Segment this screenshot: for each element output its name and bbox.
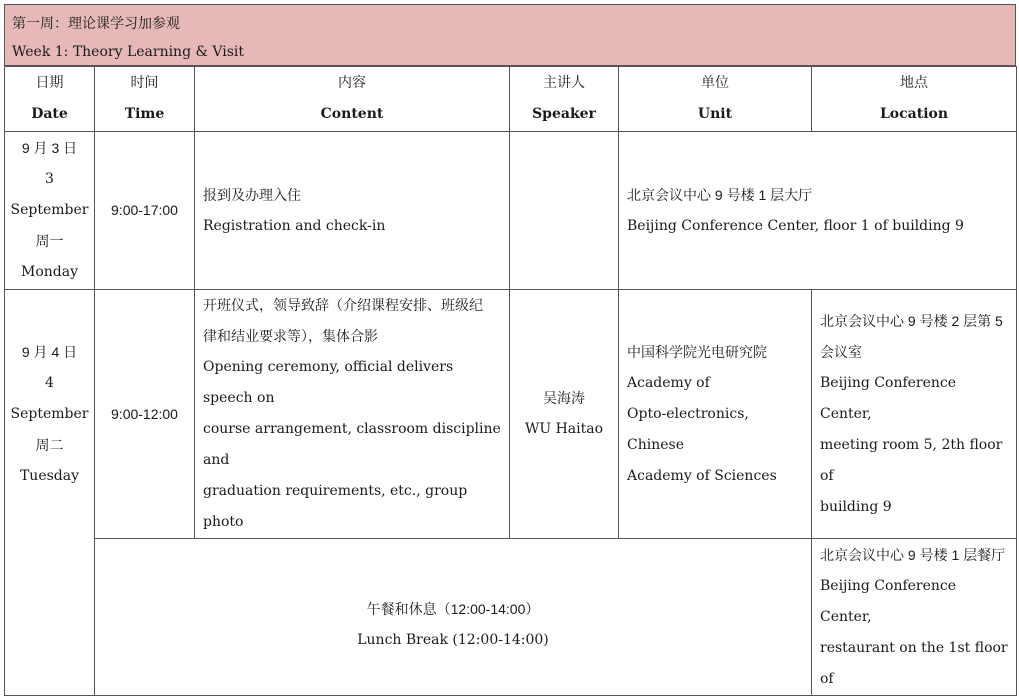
location-cell: 北京会议中心 9 号楼 1 层大厅 Beijing Conference Center, floor 1 of building 9 [619, 132, 1017, 290]
date-cell: 9 月 4 日 4 September 周二 Tuesday [5, 290, 95, 696]
unit-cell: 中国科学院光电研究院 Academy of Opto-electronics, Chinese Academy of Sciences [619, 290, 812, 539]
speaker-cell: 吴海涛 WU Haitao [510, 290, 619, 539]
time-cell: 9:00-17:00 [95, 132, 195, 290]
lunch-cell: 午餐和休息（12:00-14:00） Lunch Break (12:00-14:00) [95, 539, 812, 696]
content-cell: 开班仪式，领导致辞（介绍课程安排、班级纪 律和结业要求等），集体合影 Opening ceremony, official delivers speech on course arrangement, classroom discipline and graduation requirements, etc., group photo [195, 290, 510, 539]
speaker-cell [510, 132, 619, 290]
schedule-table [4, 66, 1017, 696]
table-row [5, 290, 1017, 539]
header-date: 日期 Date [5, 67, 95, 132]
table-row [5, 539, 1017, 696]
caption-zh: 第一周：理论课学习加参观 [12, 16, 180, 32]
header-unit: 单位 Unit [619, 67, 812, 132]
table-row [5, 132, 1017, 290]
time-cell: 9:00-12:00 [95, 290, 195, 539]
date-cell: 9 月 3 日 3 September 周一 Monday [5, 132, 95, 290]
header-row [5, 67, 1017, 132]
header-time: 时间 Time [95, 67, 195, 132]
location-cell: 北京会议中心 9 号楼 1 层餐厅 Beijing Conference Center, restaurant on the 1st floor of [812, 539, 1017, 696]
header-speaker: 主讲人 Speaker [510, 67, 619, 132]
header-content: 内容 Content [195, 67, 510, 132]
content-cell: 报到及办理入住 Registration and check-in [195, 132, 510, 290]
caption-en: Week 1: Theory Learning & Visit [12, 44, 245, 60]
header-location: 地点 Location [812, 67, 1017, 132]
week-caption [4, 4, 1016, 66]
location-cell: 北京会议中心 9 号楼 2 层第 5 会议室 Beijing Conference Center, meeting room 5, 2th floor of building 9 [812, 290, 1017, 539]
